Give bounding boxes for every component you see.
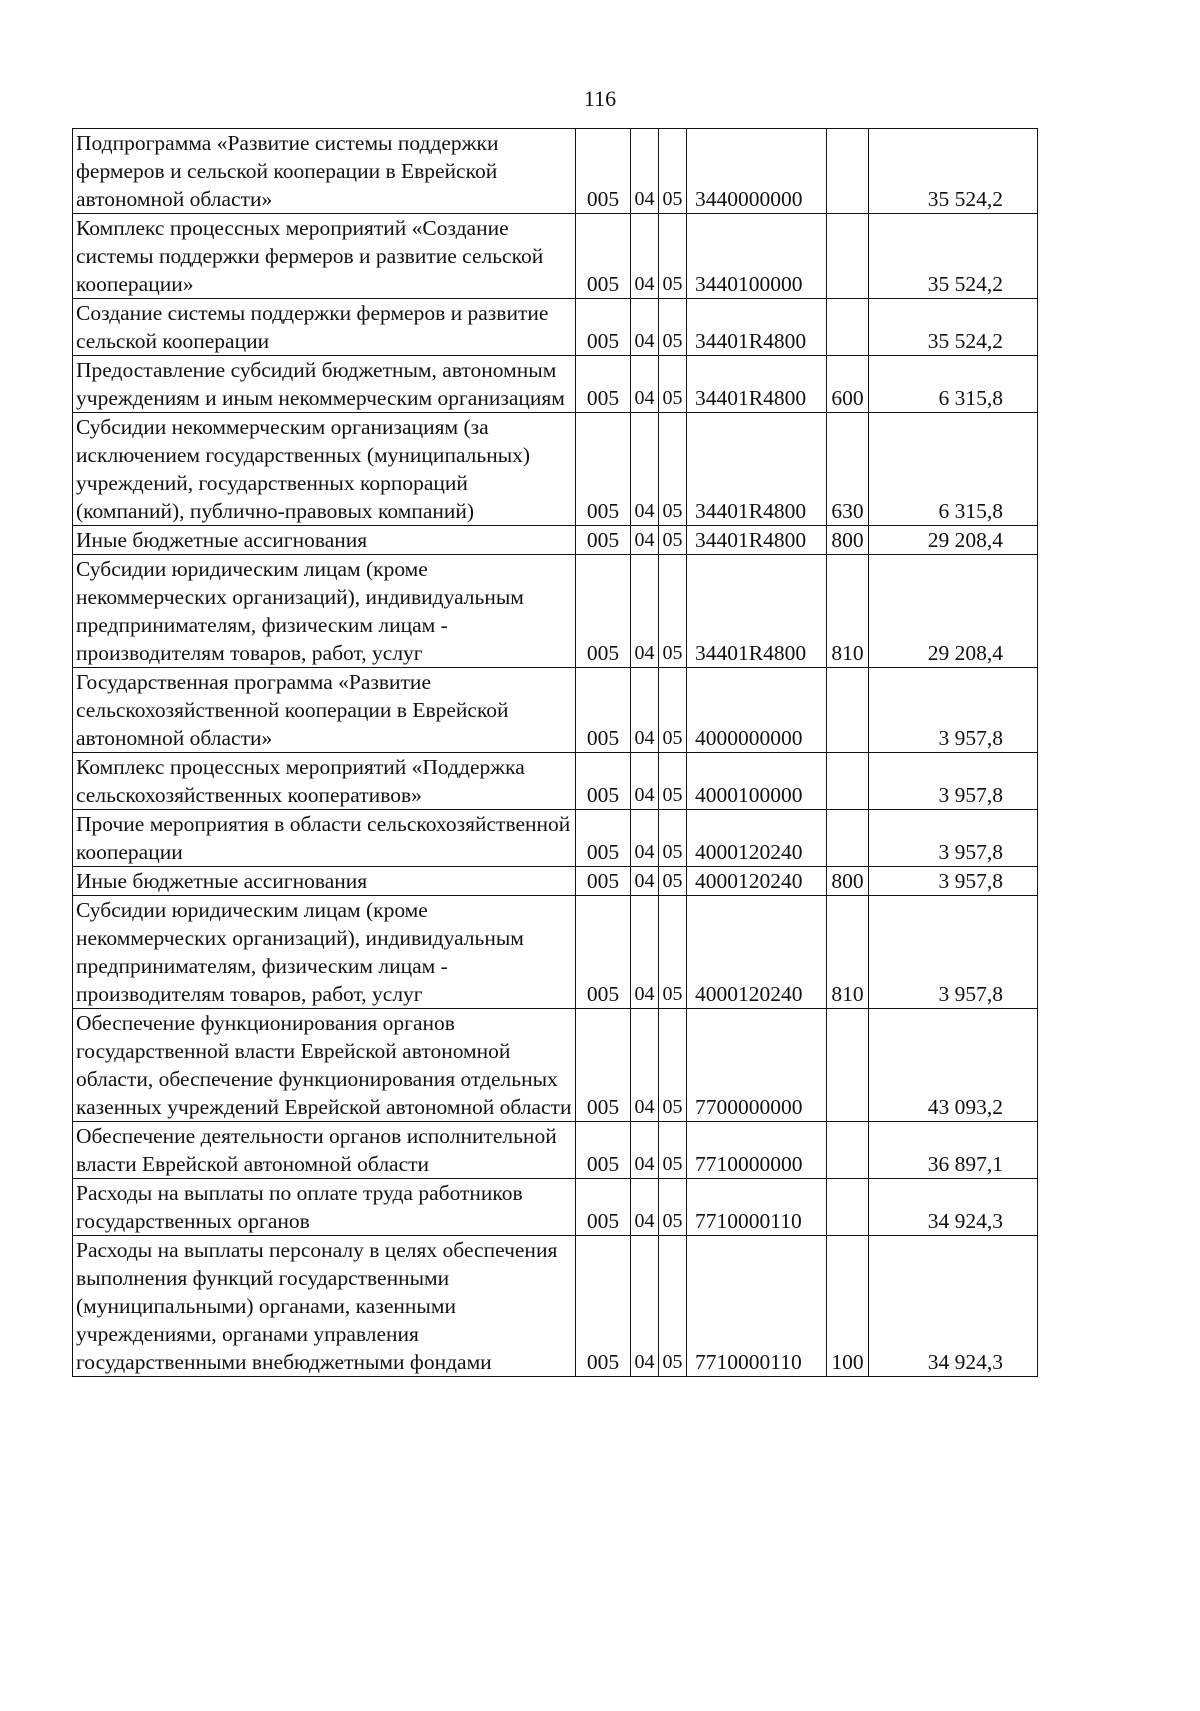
target-article-cell: 3440000000 (687, 129, 827, 214)
ministry-code-cell: 005 (576, 129, 631, 214)
subsection-code-cell: 05 (659, 129, 687, 214)
amount-cell: 6 315,8 (869, 413, 1038, 526)
expense-type-cell (827, 214, 869, 299)
target-article-cell: 34401R4800 (687, 526, 827, 555)
amount-cell: 6 315,8 (869, 356, 1038, 413)
subsection-code-cell: 05 (659, 555, 687, 668)
row-name-cell: Субсидии некоммерческим организациям (за исключением государственных (муниципальных) учреждений, государственных корпораций (компаний), публично-правовых компаний) (73, 413, 576, 526)
table-row (73, 753, 1038, 810)
subsection-code-cell: 05 (659, 896, 687, 1009)
ministry-code-cell: 005 (576, 896, 631, 1009)
expense-type-cell (827, 810, 869, 867)
target-article-cell: 34401R4800 (687, 413, 827, 526)
section-code-cell: 04 (631, 214, 659, 299)
subsection-code-cell: 05 (659, 1179, 687, 1236)
expense-type-cell: 630 (827, 413, 869, 526)
section-code-cell: 04 (631, 896, 659, 1009)
target-article-cell: 3440100000 (687, 214, 827, 299)
amount-cell: 29 208,4 (869, 526, 1038, 555)
amount-cell: 36 897,1 (869, 1122, 1038, 1179)
table-row (73, 129, 1038, 214)
row-name-cell: Предоставление субсидий бюджетным, автономным учреждениям и иным некоммерческим организациям (73, 356, 576, 413)
target-article-cell: 7710000110 (687, 1179, 827, 1236)
section-code-cell: 04 (631, 1236, 659, 1377)
subsection-code-cell: 05 (659, 299, 687, 356)
subsection-code-cell: 05 (659, 413, 687, 526)
subsection-code-cell: 05 (659, 1122, 687, 1179)
row-name-cell: Иные бюджетные ассигнования (73, 526, 576, 555)
ministry-code-cell: 005 (576, 214, 631, 299)
amount-cell: 35 524,2 (869, 299, 1038, 356)
section-code-cell: 04 (631, 810, 659, 867)
row-name-cell: Подпрограмма «Развитие системы поддержки фермеров и сельской кооперации в Еврейской автономной области» (73, 129, 576, 214)
table-row (73, 214, 1038, 299)
target-article-cell: 4000100000 (687, 753, 827, 810)
subsection-code-cell: 05 (659, 1236, 687, 1377)
expense-type-cell: 810 (827, 555, 869, 668)
target-article-cell: 4000120240 (687, 810, 827, 867)
amount-cell: 3 957,8 (869, 753, 1038, 810)
target-article-cell: 4000000000 (687, 668, 827, 753)
amount-cell: 3 957,8 (869, 810, 1038, 867)
amount-cell: 35 524,2 (869, 129, 1038, 214)
subsection-code-cell: 05 (659, 668, 687, 753)
expense-type-cell: 600 (827, 356, 869, 413)
row-name-cell: Создание системы поддержки фермеров и развитие сельской кооперации (73, 299, 576, 356)
row-name-cell: Субсидии юридическим лицам (кроме некоммерческих организаций), индивидуальным предпринимателям, физическим лицам - производителям товаров, работ, услуг (73, 896, 576, 1009)
ministry-code-cell: 005 (576, 1179, 631, 1236)
table-row (73, 356, 1038, 413)
row-name-cell: Субсидии юридическим лицам (кроме некоммерческих организаций), индивидуальным предпринимателям, физическим лицам - производителям товаров, работ, услуг (73, 555, 576, 668)
amount-cell: 3 957,8 (869, 668, 1038, 753)
table-row (73, 526, 1038, 555)
section-code-cell: 04 (631, 299, 659, 356)
row-name-cell: Иные бюджетные ассигнования (73, 867, 576, 896)
target-article-cell: 34401R4800 (687, 356, 827, 413)
ministry-code-cell: 005 (576, 753, 631, 810)
ministry-code-cell: 005 (576, 413, 631, 526)
target-article-cell: 7700000000 (687, 1009, 827, 1122)
section-code-cell: 04 (631, 555, 659, 668)
amount-cell: 3 957,8 (869, 896, 1038, 1009)
row-name-cell: Комплекс процессных мероприятий «Создание системы поддержки фермеров и развитие сельской кооперации» (73, 214, 576, 299)
table-row (73, 810, 1038, 867)
section-code-cell: 04 (631, 867, 659, 896)
expense-type-cell (827, 1009, 869, 1122)
table-row (73, 555, 1038, 668)
ministry-code-cell: 005 (576, 356, 631, 413)
amount-cell: 35 524,2 (869, 214, 1038, 299)
ministry-code-cell: 005 (576, 1236, 631, 1377)
expense-type-cell (827, 299, 869, 356)
row-name-cell: Расходы на выплаты по оплате труда работников государственных органов (73, 1179, 576, 1236)
section-code-cell: 04 (631, 753, 659, 810)
target-article-cell: 4000120240 (687, 896, 827, 1009)
ministry-code-cell: 005 (576, 1122, 631, 1179)
subsection-code-cell: 05 (659, 526, 687, 555)
row-name-cell: Обеспечение деятельности органов исполнительной власти Еврейской автономной области (73, 1122, 576, 1179)
expense-type-cell: 100 (827, 1236, 869, 1377)
target-article-cell: 7710000110 (687, 1236, 827, 1377)
table-row (73, 299, 1038, 356)
ministry-code-cell: 005 (576, 668, 631, 753)
section-code-cell: 04 (631, 356, 659, 413)
expense-type-cell: 800 (827, 867, 869, 896)
subsection-code-cell: 05 (659, 214, 687, 299)
row-name-cell: Прочие мероприятия в области сельскохозяйственной кооперации (73, 810, 576, 867)
row-name-cell: Обеспечение функционирования органов государственной власти Еврейской автономной области, обеспечение функционирования отдельных казенных учреждений Еврейской автономной области (73, 1009, 576, 1122)
ministry-code-cell: 005 (576, 555, 631, 668)
section-code-cell: 04 (631, 1179, 659, 1236)
expense-type-cell (827, 668, 869, 753)
target-article-cell: 4000120240 (687, 867, 827, 896)
table-row (73, 413, 1038, 526)
subsection-code-cell: 05 (659, 1009, 687, 1122)
table-row (73, 896, 1038, 1009)
row-name-cell: Государственная программа «Развитие сельскохозяйственной кооперации в Еврейской автономной области» (73, 668, 576, 753)
table-row (73, 1236, 1038, 1377)
ministry-code-cell: 005 (576, 299, 631, 356)
amount-cell: 3 957,8 (869, 867, 1038, 896)
expense-type-cell: 800 (827, 526, 869, 555)
ministry-code-cell: 005 (576, 526, 631, 555)
section-code-cell: 04 (631, 129, 659, 214)
ministry-code-cell: 005 (576, 1009, 631, 1122)
section-code-cell: 04 (631, 1122, 659, 1179)
page-number: 116 (583, 86, 617, 111)
section-code-cell: 04 (631, 526, 659, 555)
target-article-cell: 7710000000 (687, 1122, 827, 1179)
section-code-cell: 04 (631, 413, 659, 526)
expense-type-cell (827, 1122, 869, 1179)
ministry-code-cell: 005 (576, 867, 631, 896)
expense-type-cell (827, 753, 869, 810)
subsection-code-cell: 05 (659, 867, 687, 896)
ministry-code-cell: 005 (576, 810, 631, 867)
amount-cell: 43 093,2 (869, 1009, 1038, 1122)
expense-type-cell (827, 1179, 869, 1236)
subsection-code-cell: 05 (659, 810, 687, 867)
row-name-cell: Комплекс процессных мероприятий «Поддержка сельскохозяйственных кооперативов» (73, 753, 576, 810)
table-row (73, 1179, 1038, 1236)
amount-cell: 34 924,3 (869, 1179, 1038, 1236)
target-article-cell: 34401R4800 (687, 299, 827, 356)
table-row (73, 867, 1038, 896)
amount-cell: 29 208,4 (869, 555, 1038, 668)
table-row (73, 1122, 1038, 1179)
budget-table (72, 128, 1038, 1377)
subsection-code-cell: 05 (659, 753, 687, 810)
section-code-cell: 04 (631, 668, 659, 753)
budget-table-body (73, 129, 1038, 1377)
target-article-cell: 34401R4800 (687, 555, 827, 668)
amount-cell: 34 924,3 (869, 1236, 1038, 1377)
table-row (73, 668, 1038, 753)
subsection-code-cell: 05 (659, 356, 687, 413)
row-name-cell: Расходы на выплаты персоналу в целях обеспечения выполнения функций государственными (муниципальными) органами, казенными учреждениями, органами управления государственными внебюджетными фондами (73, 1236, 576, 1377)
section-code-cell: 04 (631, 1009, 659, 1122)
table-row (73, 1009, 1038, 1122)
expense-type-cell (827, 129, 869, 214)
expense-type-cell: 810 (827, 896, 869, 1009)
